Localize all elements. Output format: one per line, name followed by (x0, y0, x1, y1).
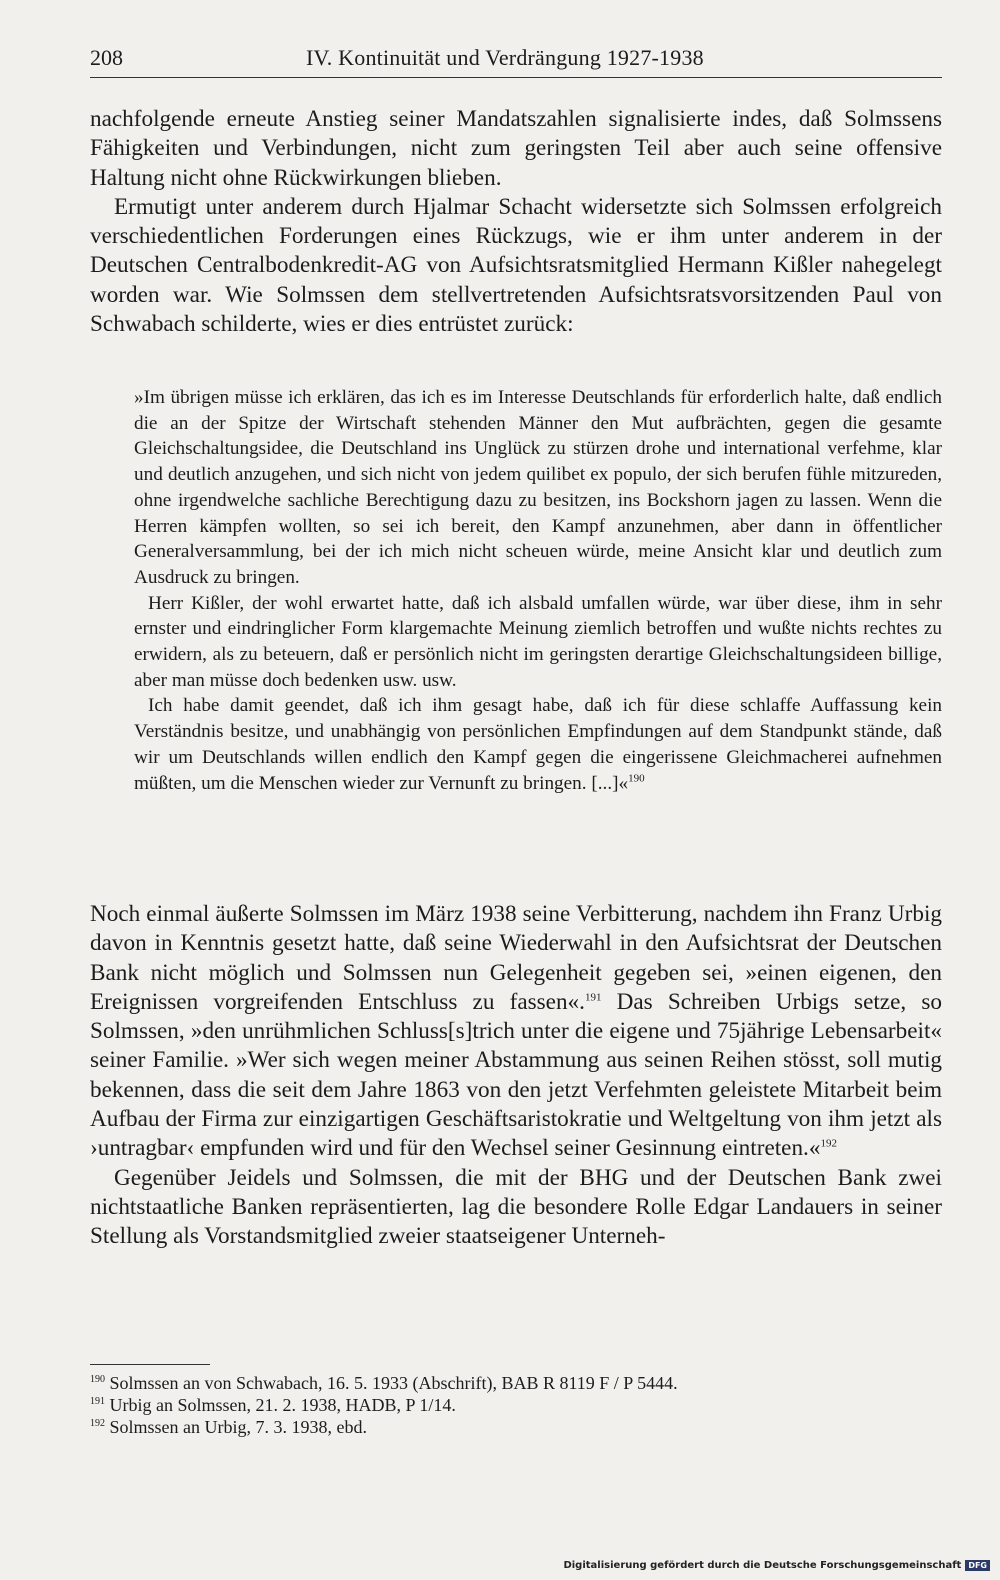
footnote (90, 1416, 942, 1438)
footnote-number: 190 (90, 1374, 105, 1385)
paragraph: Ermutigt unter anderem durch Hjalmar Schacht widersetzte sich Solmssen erfolgreich verschiedentlichen Forderungen eines Rückzugs, wie er ihm unter anderem in der Deutschen Centralbodenkredit-AG von Aufsichtsratsmitglied Hermann Kißler nahegelegt worden war. Wie Solmssen dem stellvertretenden Aufsichtsratsvorsitzenden Paul von Schwabach schilderte, wies er dies entrüstet zurück: (90, 193, 942, 338)
running-title: IV. Kontinuität und Verdrängung 1927-1938 (306, 45, 704, 70)
page-number: 208 (90, 45, 123, 70)
footnote-text: Urbig an Solmssen, 21. 2. 1938, HADB, P 1/14. (109, 1395, 456, 1415)
footnote (90, 1394, 942, 1416)
footnote (90, 1372, 942, 1394)
footnote-ref[interactable]: 191 (584, 991, 602, 1004)
page-header (90, 45, 940, 75)
footnotes (90, 1372, 942, 1438)
block-quote (134, 385, 942, 796)
dfg-logo: DFG (965, 1560, 990, 1571)
credit-text: Digitalisierung gefördert durch die Deutsche Forschungsgemeinschaft (563, 1560, 962, 1571)
footnote-number: 191 (90, 1396, 105, 1407)
footnote-text: Solmssen an von Schwabach, 16. 5. 1933 (Abschrift), BAB R 8119 F / P 5444. (109, 1373, 678, 1393)
footnote-text: Solmssen an Urbig, 7. 3. 1938, ebd. (109, 1417, 367, 1437)
paragraph: Gegenüber Jeidels und Solmssen, die mit der BHG und der Deutschen Bank zwei nichtstaatliche Banken repräsentierten, lag die besondere Rolle Edgar Landauers in seiner Stellung als Vorstandsmitglied zweier staatseigener Unterneh- (90, 1164, 942, 1250)
quote-paragraph: Herr Kißler, der wohl erwartet hatte, daß ich alsbald umfallen würde, war über diese, ihm in sehr ernster und eindringlicher Form klargemachte Meinung ziemlich betroffen und wußte nichts rechtes zu erwidern, als zu beteuern, daß er persönlich nicht im geringsten derartige Gleichschaltungsideen billige, aber man müsse doch bedenken usw. usw. (134, 592, 942, 691)
quote-text: Ich habe damit geendet, daß ich ihm gesagt habe, daß ich für diese schlaffe Auffassung kein Verständnis besitze, und unabhängig von persönlichen Empfindungen auf dem Standpunkt stände, daß wir um Deutschlands willen endlich den Kampf gegen die eingerissene Gleichmacherei aufnehmen müßten, um die Menschen wieder zur Vernunft zu bringen. [...]« (134, 695, 942, 794)
footnote-ref[interactable]: 192 (820, 1137, 837, 1150)
footnote-ref[interactable]: 190 (628, 772, 645, 785)
digitization-credit (563, 1560, 990, 1571)
paragraph-text: Das Schreiben Urbigs setze, so Solmssen, »den unrühmlichen Schluss[s]trich unter die eigene und 75jährige Lebensarbeit« seiner Familie. »Wer sich wegen meiner Abstammung aus seinen Reihen stösst, soll mutig bekennen, dass die seit dem Jahre 1863 von den jetzt Verfehmten geleistete Mitarbeit beim Aufbau der Firma zur einzigartigen Geschäftsaristokratie und Weltgeltung von ihm jetzt als ›untragbar‹ empfunden wird und für den Wechsel seiner Gesinnung eintreten.« (90, 988, 942, 1162)
footnote-rule (90, 1364, 210, 1365)
header-rule (90, 77, 942, 78)
footnote-number: 192 (90, 1418, 105, 1429)
paragraph: nachfolgende erneute Anstieg seiner Mandatszahlen signalisierte indes, daß Solmssens Fähigkeiten und Verbindungen, nicht zum geringsten Teil aber auch seine offensive Haltung nicht ohne Rückwirkungen blieben. (90, 106, 942, 191)
paragraph-text: Noch einmal äußerte Solmssen im März 1938 seine Verbitterung, nachdem ihn Franz Urbig davon in Kenntnis gesetzt hatte, daß seine Wiederwahl in den Aufsichtsrat der Deutschen Bank nicht möglich und Solmssen nun Gelegenheit gegeben sei, »einen eigenen, den Ereignissen vorgreifenden Entschluss zu fassen«. (90, 901, 942, 1015)
body-section-top (90, 105, 942, 339)
body-section-bottom (90, 900, 942, 1252)
quote-paragraph (134, 693, 942, 796)
paragraph (90, 900, 942, 1164)
quote-paragraph: »Im übrigen müsse ich erklären, das ich es im Interesse Deutschlands für erforderlich halte, daß endlich die an der Spitze der Wirtschaft stehenden Männer den Mut aufbrächten, gegen die gesamte Gleichschaltungsidee, die Deutschland ins Unglück zu stürzen drohe und international verfehme, klar und deutlich anzugehen, und sich nicht von jedem quilibet ex populo, der sich berufen fühle mitzureden, ohne irgendwelche sachliche Berechtigung dazu zu besitzen, ins Bockshorn jagen zu lassen. Wenn die Herren kämpfen wollten, so sei ich bereit, den Kampf anzunehmen, aber dann in öffentlicher Generalversammlung, bei der ich mich nicht scheuen würde, meine Ansicht klar und deutlich zum Ausdruck zu bringen. (134, 387, 942, 588)
